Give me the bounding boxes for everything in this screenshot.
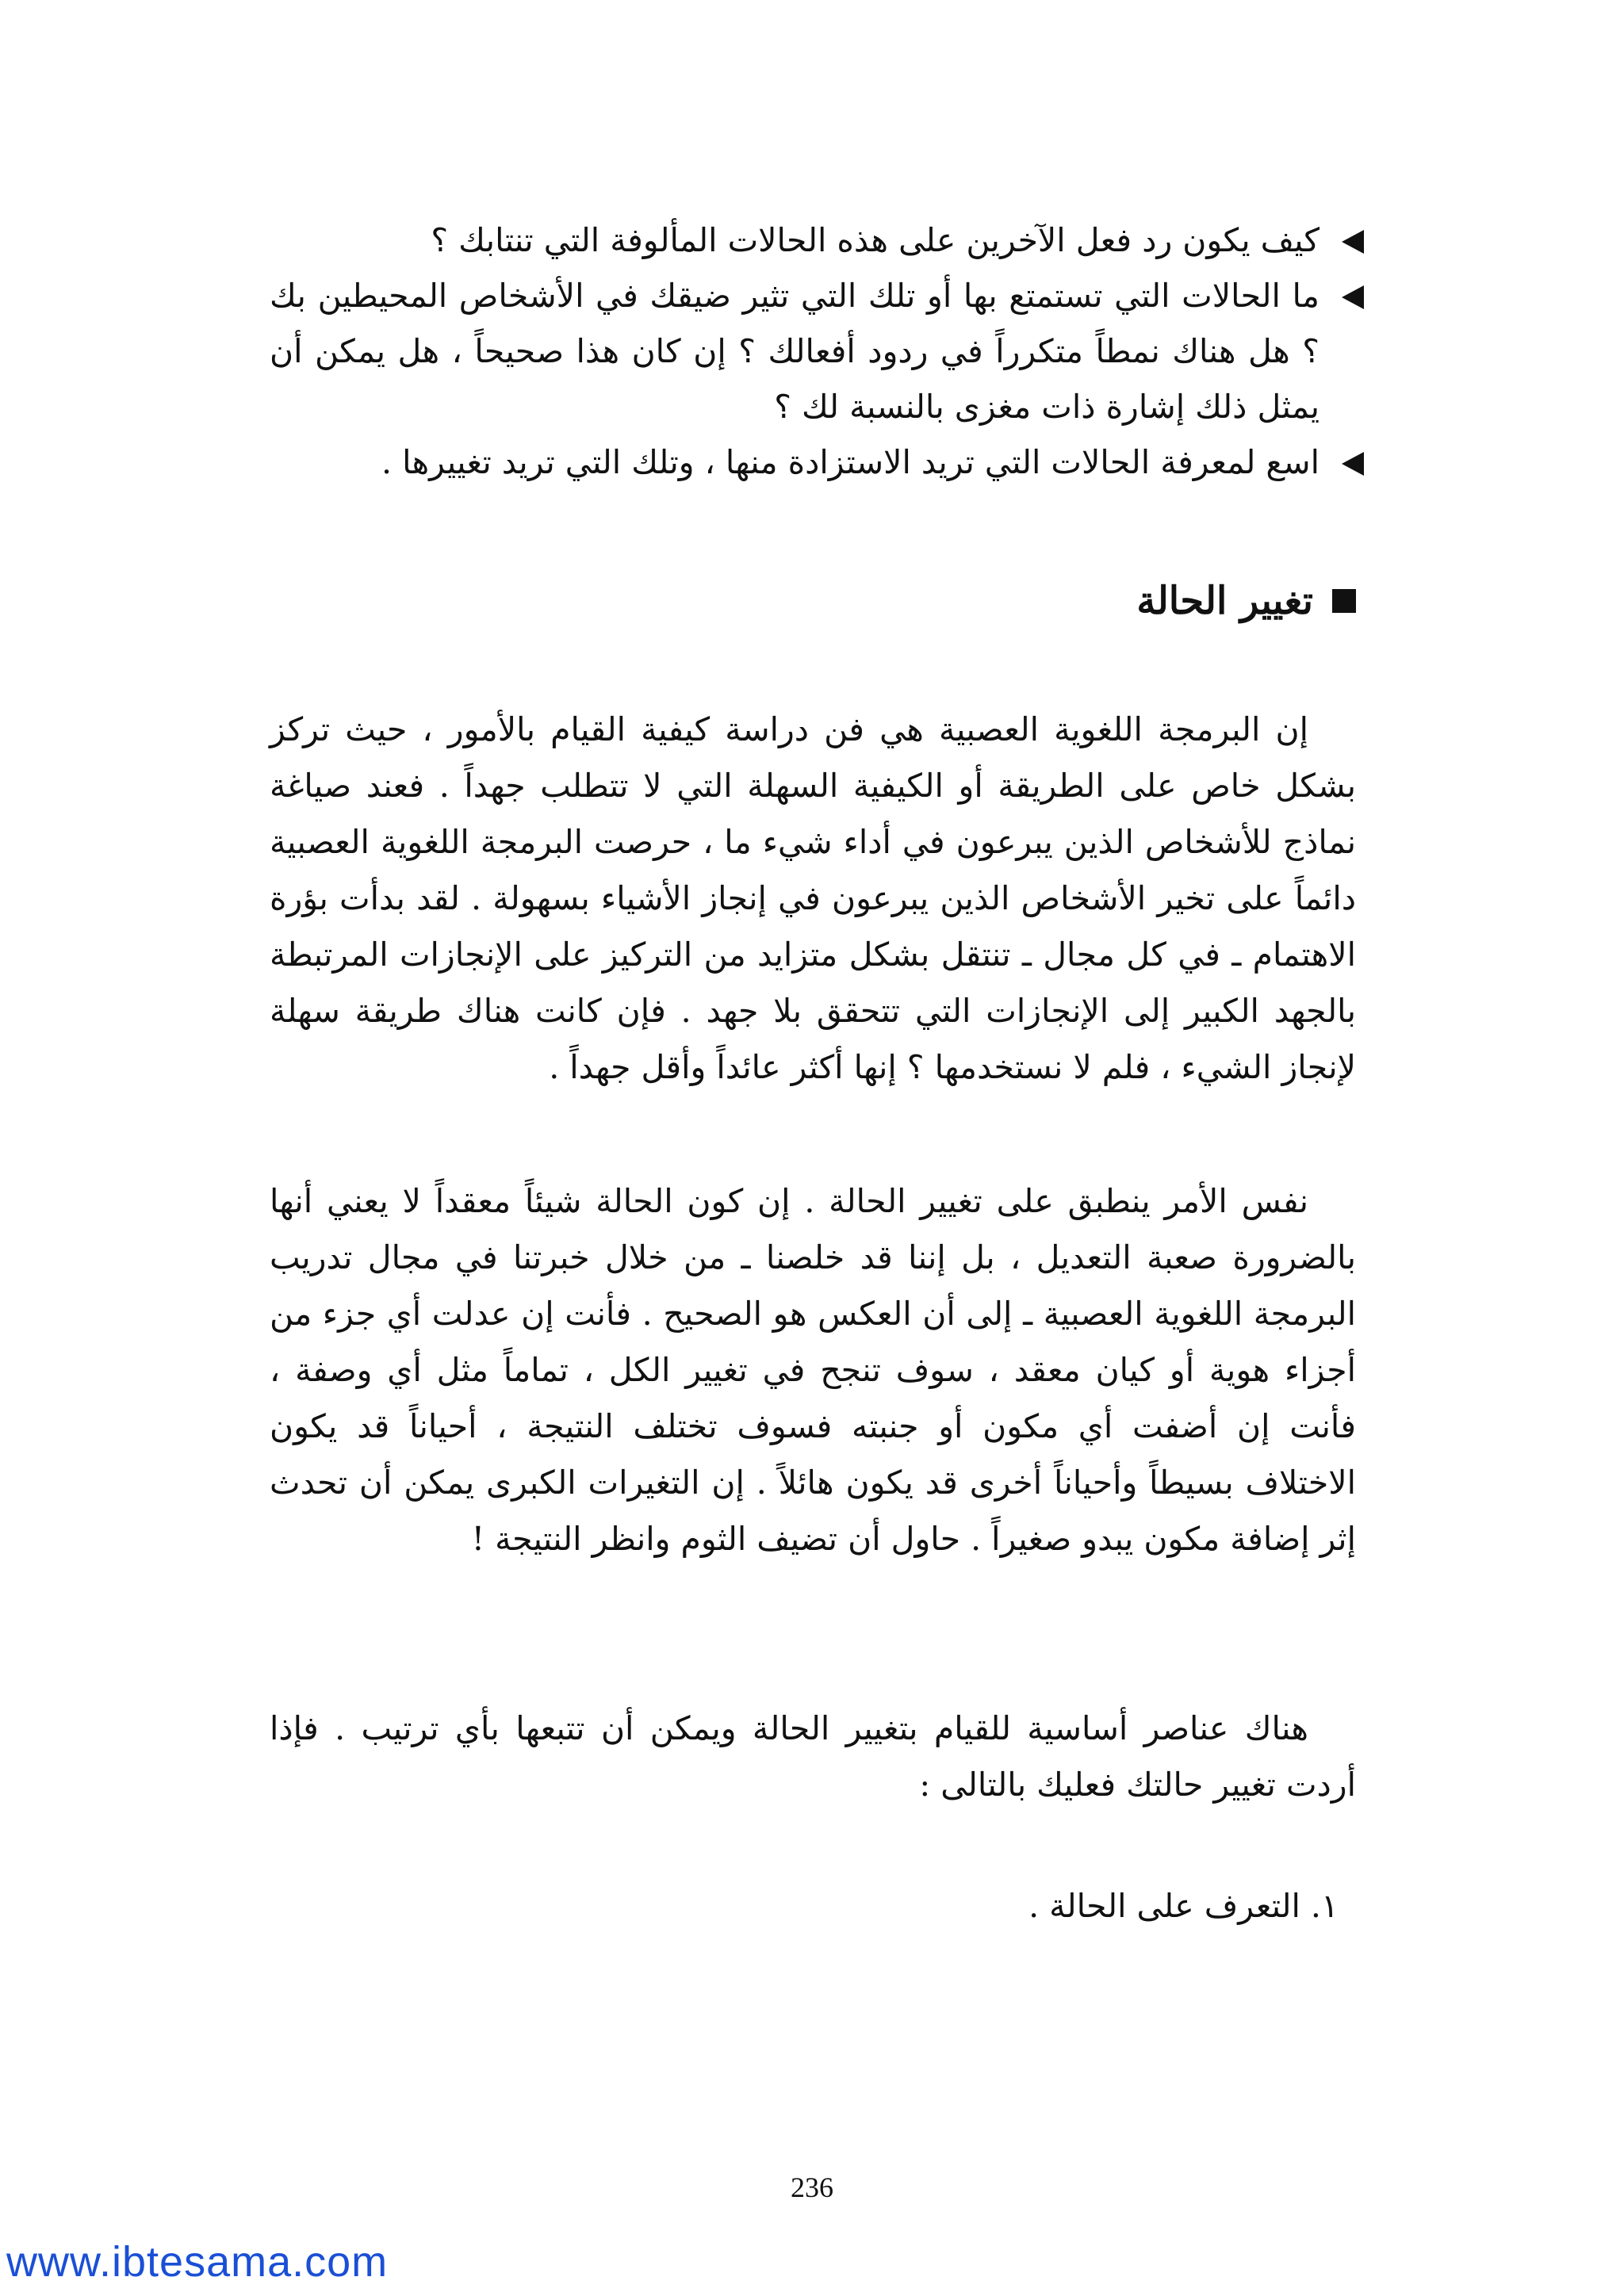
bullet-text: كيف يكون رد فعل الآخرين على هذه الحالات المألوفة التي تنتابك ؟ bbox=[431, 221, 1320, 259]
paragraph-text: نفس الأمر ينطبق على تغيير الحالة . إن كون الحالة شيئاً معقداً لا يعني أنها بالضرورة صعبة التعديل ، بل إننا قد خلصنا ـ من خلال خبرتنا في مجال تدريب البرمجة اللغوية العصبية ـ إلى أن العكس هو الصحيح . فأنت إن عدلت أي جزء من أجزاء هوية أو كيان معقد ، سوف تنجح في تغيير الكل ، تماماً مثل أي وصفة ، فأنت إن أضفت أي مكون أو جنبته فسوف تختلف النتيجة ، أحياناً قد يكون الاختلاف بسيطاً وأحياناً أخرى قد يكون هائلاً . إن التغيرات الكبرى يمكن أن تحدث إثر إضافة مكون يبدو صغيراً . حاول أن تضيف الثوم وانظر النتيجة ! bbox=[270, 1182, 1356, 1558]
bullet-item bbox=[270, 268, 1364, 434]
bullet-text: اسع لمعرفة الحالات التي تريد الاستزادة منها ، وتلك التي تريد تغييرها . bbox=[381, 443, 1320, 481]
paragraph-text: هناك عناصر أساسية للقيام بتغيير الحالة ويمكن أن تتبعها بأي ترتيب . فإذا أردت تغيير حالتك فعليك بالتالى : bbox=[270, 1709, 1356, 1804]
paragraph-state-change bbox=[270, 1173, 1356, 1567]
triangle-bullet-icon bbox=[1342, 230, 1364, 254]
bullet-text: ما الحالات التي تستمتع بها أو تلك التي تثير ضيقك في الأشخاص المحيطين بك ؟ هل هناك نمطاً متكرراً في ردود أفعالك ؟ إن كان هذا صحيحاً ، هل يمكن أن يمثل ذلك إشارة ذات مغزى بالنسبة لك ؟ bbox=[270, 277, 1320, 426]
triangle-bullet-icon bbox=[1342, 285, 1364, 309]
paragraph-intro bbox=[270, 702, 1356, 1096]
watermark-link[interactable]: www.ibtesama.com bbox=[6, 2238, 389, 2286]
paragraph-text: إن البرمجة اللغوية العصبية هي فن دراسة كيفية القيام بالأمور ، حيث تركز بشكل خاص على الطريقة أو الكيفية السهلة التي لا تتطلب جهداً . فعند صياغة نماذج للأشخاص الذين يبرعون في أداء شيء ما ، حرصت البرمجة اللغوية العصبية دائماً على تخير الأشخاص الذين يبرعون في إنجاز الأشياء بسهولة . لقد بدأت بؤرة الاهتمام ـ في كل مجال ـ تنتقل بشكل متزايد من التركيز على الإنجازات المرتبطة بالجهد الكبير إلى الإنجازات التي تتحقق بلا جهد . فإن كانت هناك طريقة سهلة لإنجاز الشيء ، فلم لا نستخدمها ؟ إنها أكثر عائداً وأقل جهداً . bbox=[270, 710, 1356, 1086]
numbered-list-item bbox=[1028, 1887, 1339, 1925]
bullet-list bbox=[270, 212, 1364, 490]
section-heading bbox=[1136, 579, 1356, 623]
list-item-text: ١. التعرف على الحالة . bbox=[1028, 1887, 1339, 1925]
bullet-item bbox=[270, 212, 1364, 268]
paragraph-elements bbox=[270, 1701, 1356, 1813]
triangle-bullet-icon bbox=[1342, 452, 1364, 476]
square-bullet-icon bbox=[1332, 589, 1356, 613]
section-title: تغيير الحالة bbox=[1136, 579, 1313, 623]
bullet-item bbox=[270, 434, 1364, 490]
page-number: 236 bbox=[791, 2172, 833, 2203]
